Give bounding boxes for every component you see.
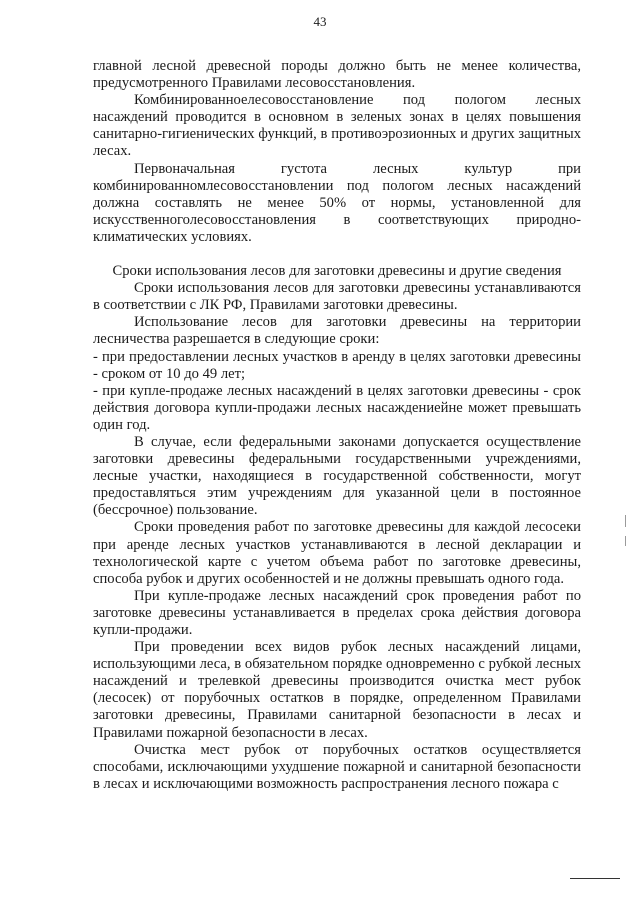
paragraph-federal-institutions: В случае, если федеральными законами допускается осуществление заготовки древесины федеральными государственными учреждениями, лесные участки, находящиеся в государственной собственности, могут предоставляться этим учреждениям для указанной цели в постоянное (бессрочное) пользование. — [93, 433, 581, 519]
paragraph-initial-density: Первоначальная густота лесных культур при комбинированномлесовосстановлении под пологом лесных насаждений должна составлять не менее 50% от нормы, установленной для искусственноголесовосстановления в соответствующих природно-климатических условиях. — [93, 160, 581, 245]
list-item-lease-term: - при предоставлении лесных участков в аренду в целях заготовки древесины - сроком от 10 до 49 лет; — [93, 348, 581, 382]
footer-rule — [570, 878, 620, 879]
paragraph-cleanup-methods: Очистка мест рубок от порубочных остатков осуществляется способами, исключающими ухудшение пожарной и санитарной безопасности в лесах и исключающими возможность распространения лесного пожара с — [93, 741, 581, 792]
section-heading: Сроки использования лесов для заготовки древесины и другие сведения — [112, 263, 562, 280]
paragraph-continuation: главной лесной древесной породы должно быть не менее количества, предусмотренного Правилами лесовосстановления. — [93, 58, 581, 92]
margin-mark-bottom — [625, 536, 626, 546]
paragraph-combined-reforestation: Комбинированноелесовосстановление под пологом лесных насаждений проводится в основном в зеленых зонах в целях повышения санитарно-гигиенических функций, в противоэрозионных и других защитных лесах. — [93, 92, 581, 160]
paragraph-work-terms: Сроки проведения работ по заготовке древесины для каждой лесосеки при аренде лесных участков устанавливаются в лесной декларации и технологической карте с учетом объема работ по заготовке древесины, способа рубок и других особенностей и не должны превышать одного года. — [93, 519, 581, 587]
paragraph-terms-established: Сроки использования лесов для заготовки древесины устанавливаются в соответствии с ЛК РФ, Правилами заготовки древесины. — [93, 280, 581, 314]
margin-mark-top — [625, 515, 626, 527]
document-body — [93, 58, 581, 793]
list-item-sale-term: - при купле-продаже лесных насаждений в целях заготовки древесины - срок действия договора купли-продажи лесных насаждениейне может превышать один год. — [93, 382, 581, 433]
paragraph-terms-allowed: Использование лесов для заготовки древесины на территории лесничества разрешается в следующие сроки: — [93, 314, 581, 348]
page-number: 43 — [313, 14, 327, 29]
paragraph-cleanup-required: При проведении всех видов рубок лесных насаждений лицами, использующими леса, в обязательном порядке одновременно с рубкой лесных насаждений и трелевкой древесины производится очистка мест рубок (лесосек) от порубочных остатков в порядке, определенном Правилами заготовки древесины, Правилами санитарной безопасности в лесах и Правилами пожарной безопасности в лесах. — [93, 639, 581, 741]
paragraph-sale-work-terms: При купле-продаже лесных насаждений срок проведения работ по заготовке древесины устанавливается в пределах срока действия договора купли-продажи. — [93, 587, 581, 638]
